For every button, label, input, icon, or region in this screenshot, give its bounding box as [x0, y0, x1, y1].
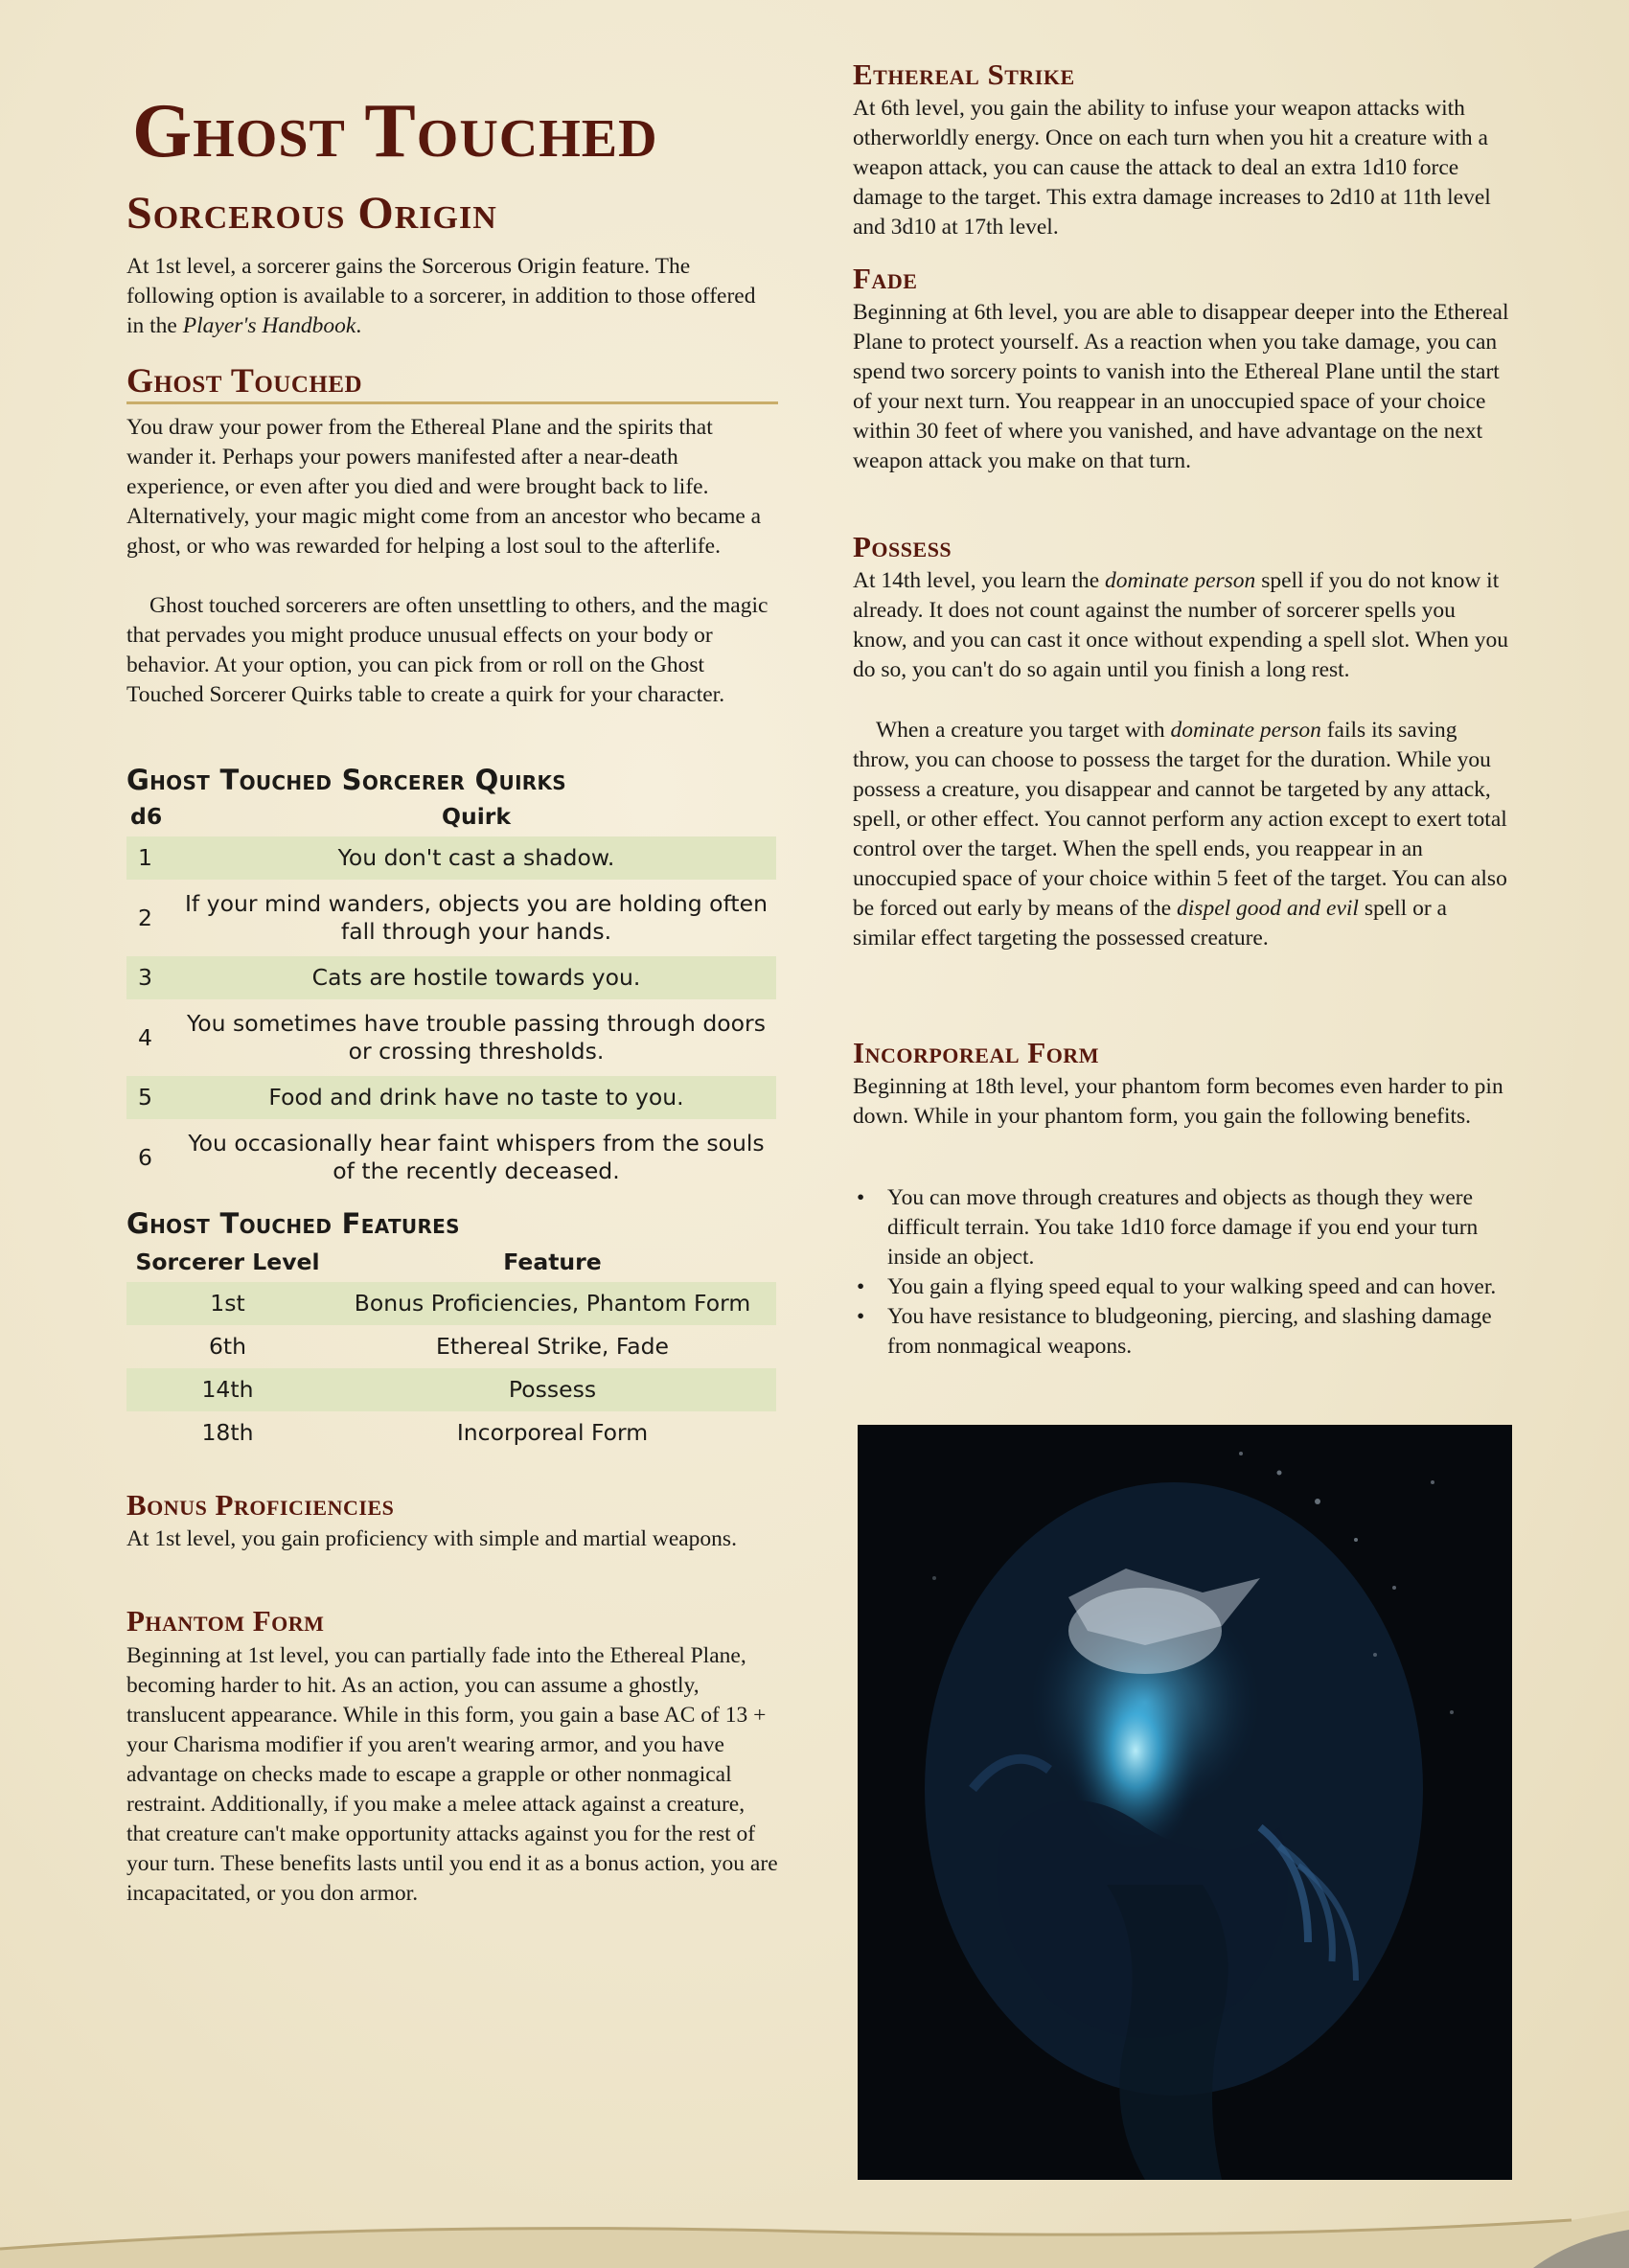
- features-col-level: Sorcerer Level: [135, 1249, 320, 1275]
- footer-ornament: [0, 2211, 1629, 2268]
- features-table-header: [126, 1242, 776, 1282]
- table-row: [126, 1411, 776, 1455]
- feature-level: 6th: [208, 1333, 247, 1360]
- incorporeal-benefits-list: [853, 1183, 1514, 1362]
- quirks-col-quirk: Quirk: [442, 803, 511, 830]
- feature-name: Bonus Proficiencies, Phantom Form: [329, 1282, 776, 1325]
- list-item: • You can move through creatures and objects as though they were difficult terrain. You take 1d10 force damage if you end your turn inside an object.: [853, 1183, 1514, 1272]
- feature-level: 14th: [126, 1368, 329, 1411]
- fade-text: Beginning at 6th level, you are able to disappear deeper into the Ethereal Plane to protect yourself. As a reaction when you take damage, you can spend two sorcery points to vanish into the Ethereal Plane until the start of your next turn. You reappear in an unoccupied space of your choice within 30 feet of where you vanished, and have advantage on the next weapon attack you make on that turn.: [853, 300, 1509, 473]
- quirk-text: You sometimes have trouble passing through doors or crossing thresholds.: [187, 1010, 766, 1065]
- quirk-text: Food and drink have no taste to you.: [176, 1076, 776, 1119]
- origin-intro: At 1st level, a sorcerer gains the Sorcerous Origin feature. The following option is available to a sorcerer, in addition to those offered in the Player's Handbook.: [126, 254, 756, 338]
- possess-p2-spell2: dispel good and evil: [1177, 896, 1359, 921]
- table-row: [126, 1368, 776, 1411]
- ghost-illustration-art: [858, 1425, 1512, 2180]
- subclass-heading: Ghost Touched: [126, 361, 363, 400]
- possess-p2-a: When a creature you target with: [876, 718, 1165, 743]
- quirk-roll: 3: [126, 956, 176, 999]
- quirk-roll: 5: [126, 1076, 176, 1119]
- feature-level: 18th: [201, 1419, 254, 1446]
- bonus-proficiencies-text: At 1st level, you gain proficiency with simple and martial weapons.: [126, 1526, 737, 1551]
- quirk-text: Cats are hostile towards you.: [176, 956, 776, 999]
- table-row: [126, 880, 776, 956]
- quirks-col-d6: d6: [130, 803, 163, 830]
- fade-heading: Fade: [853, 262, 918, 295]
- quirk-roll: 4: [138, 1023, 152, 1051]
- table-row: [126, 836, 776, 880]
- possess-heading: Possess: [853, 530, 952, 563]
- possess-p1-b: spell if you do not know it already. It does not count against the number of sorcerer spells you know, and you can cast it once without expending a spell slot. When you do so, you can't do so again until you finish a long rest.: [853, 568, 1508, 682]
- features-table: [126, 1242, 776, 1455]
- possess-para-2: [853, 716, 1514, 953]
- quirk-text: If your mind wanders, objects you are holding often fall through your hands.: [184, 890, 768, 945]
- feature-name: Possess: [329, 1368, 776, 1411]
- page-title: Ghost Touched: [132, 89, 658, 173]
- subclass-para-1: You draw your power from the Ethereal Plane and the spirits that wander it. Perhaps your powers manifested after a near-death experience, or even after you died and were brought back to life. Alternatively, your magic might come from an ancestor who became a ghost, or who was rewarded for helping a lost soul to the afterlife.: [126, 415, 762, 559]
- feature-name: Incorporeal Form: [456, 1419, 649, 1446]
- subclass-para-2: Ghost touched sorcerers are often unsettling to others, and the magic that pervades you might produce unusual effects on your body or behavior. At your option, you can pick from or roll on the Ghost Touched Sorcerer Quirks table to create a quirk for your character.: [126, 593, 769, 707]
- feature-level: 1st: [126, 1282, 329, 1325]
- list-item: • You gain a flying speed equal to your walking speed and can hover.: [853, 1272, 1514, 1302]
- list-item: • You have resistance to bludgeoning, piercing, and slashing damage from nonmagical weapons.: [853, 1302, 1514, 1362]
- features-col-feature: Feature: [503, 1249, 602, 1275]
- quirks-table-header: [126, 796, 776, 836]
- feature-name: Ethereal Strike, Fade: [435, 1333, 670, 1360]
- possess-para-1: [853, 566, 1514, 685]
- origin-intro-book: Player's Handbook: [182, 313, 356, 338]
- table-row: [126, 1325, 776, 1368]
- possess-p1-spell: dominate person: [1105, 568, 1256, 593]
- table-row: [126, 1282, 776, 1325]
- page-footer-border: [0, 2211, 1629, 2268]
- quirk-roll: 6: [138, 1143, 152, 1171]
- incorporeal-form-text: Beginning at 18th level, your phantom form becomes even harder to pin down. While in your phantom form, you gain the following benefits.: [853, 1074, 1503, 1129]
- subclass-heading-rule: [126, 401, 778, 404]
- ghost-illustration: [858, 1425, 1512, 2180]
- quirk-roll: 1: [126, 836, 176, 880]
- possess-p2-b: fails its saving throw, you can choose to possess the target for the duration. While you possess a creature, you disappear and cannot be targeted by any attack, spell, or other effect. You cannot perform any action except to exert total control over the target. When the spell ends, you reappear in an unoccupied space of your choice within 5 feet of the target. You can also be forced out early by means of the: [853, 718, 1507, 921]
- possess-p2-spell: dominate person: [1170, 718, 1321, 743]
- quirk-text: You occasionally hear faint whispers from the souls of the recently deceased.: [188, 1130, 765, 1184]
- table-row: [126, 956, 776, 999]
- quirks-table: [126, 796, 776, 1196]
- quirk-roll: 2: [138, 904, 152, 931]
- quirks-table-title: Ghost Touched Sorcerer Quirks: [126, 764, 567, 796]
- ethereal-strike-text: At 6th level, you gain the ability to infuse your weapon attacks with otherworldly energy. Once on each turn when you hit a creature with a weapon attack, you can cause the attack to deal an extra 1d10 force damage to the target. This extra damage increases to 2d10 at 11th level and 3d10 at 17th level.: [853, 96, 1491, 240]
- table-row: [126, 1076, 776, 1119]
- features-table-title: Ghost Touched Features: [126, 1207, 460, 1240]
- phantom-form-text: Beginning at 1st level, you can partially fade into the Ethereal Plane, becoming harder to hit. As an action, you can assume a ghostly, translucent appearance. While in this form, you gain a base AC of 13 + your Charisma modifier if you aren't wearing armor, and you have advantage on checks made to escape a grapple or other nonmagical restraint. Additionally, if you make a melee attack against a creature, that creature can't make opportunity attacks against you for the rest of your turn. These benefits lasts until you end it as a bonus action, you are incapacitated, or you don armor.: [126, 1643, 778, 1906]
- ethereal-strike-heading: Ethereal Strike: [853, 57, 1075, 91]
- possess-p2-c: spell or a similar effect targeting the possessed creature.: [853, 896, 1447, 951]
- table-row: [126, 999, 776, 1076]
- origin-intro-text: At 1st level, a sorcerer gains the Sorcerous Origin feature. The following option is available to a sorcerer, in addition to those offered in the: [126, 254, 756, 338]
- table-row: [126, 1119, 776, 1196]
- possess-p1-a: At 14th level, you learn the: [853, 568, 1100, 593]
- origin-heading: Sorcerous Origin: [126, 188, 497, 239]
- bonus-proficiencies-heading: Bonus Proficiencies: [126, 1488, 395, 1522]
- incorporeal-form-heading: Incorporeal Form: [853, 1036, 1099, 1069]
- quirk-text: You don't cast a shadow.: [176, 836, 776, 880]
- phantom-form-heading: Phantom Form: [126, 1604, 325, 1638]
